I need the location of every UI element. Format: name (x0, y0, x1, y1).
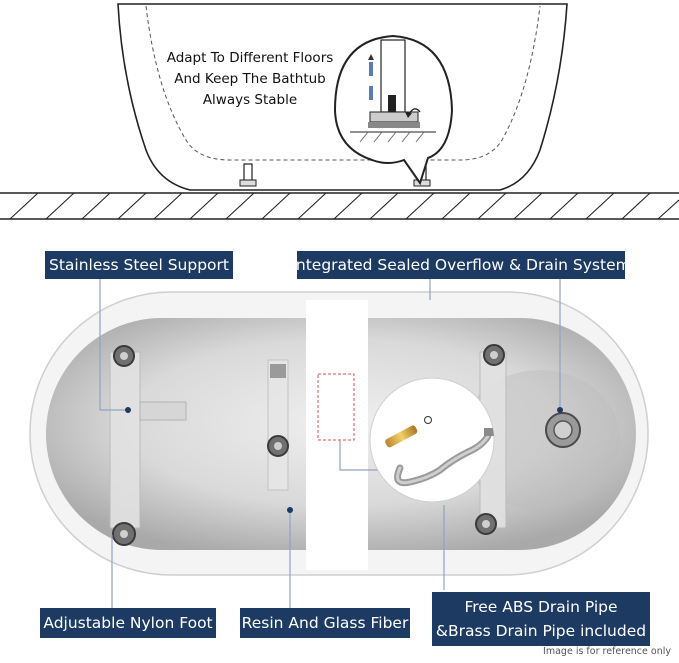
callout-line-1: Adapt To Different Floors (166, 50, 334, 66)
label-stainless-steel-support: Stainless Steel Support (45, 251, 233, 279)
label-overflow-drain-system: Integrated Sealed Overflow & Drain System (297, 251, 625, 279)
callout-line-2: And Keep The Bathtub (174, 71, 326, 87)
drain-pipe-line-2: &Brass Drain Pipe included (435, 622, 647, 640)
floor-line (0, 193, 679, 219)
callout-text (160, 48, 340, 111)
reference-footnote: Image is for reference only (543, 646, 671, 657)
drain-pipe-line-1: Free ABS Drain Pipe (464, 598, 618, 616)
label-drain-pipe-included (432, 592, 650, 646)
tub-top-view (30, 292, 648, 575)
callout-line-3: Always Stable (202, 92, 298, 108)
drain-pipe-accessories (370, 378, 494, 502)
label-resin-glass-fiber: Resin And Glass Fiber (240, 608, 410, 638)
label-adjustable-nylon-foot: Adjustable Nylon Foot (40, 608, 216, 638)
